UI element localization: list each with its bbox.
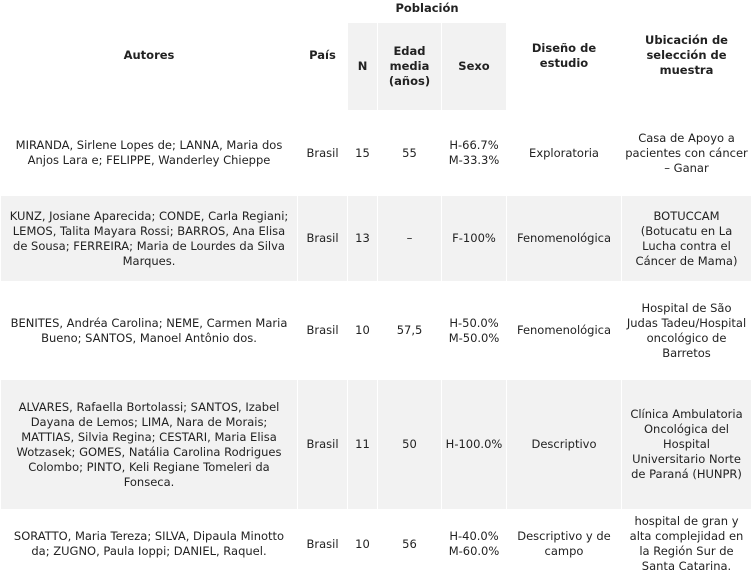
cell-sexo: H-100.0% (442, 380, 507, 510)
table-row (1, 282, 751, 380)
cell-edad: 57,5 (378, 282, 442, 380)
header-poblacion: Población (348, 1, 507, 23)
cell-autores: SORATTO, Maria Tereza; SILVA, Dipaula Minotto da; ZUGNO, Paula Ioppi; DANIEL, Raquel. (1, 510, 298, 579)
cell-n: 11 (348, 380, 378, 510)
header-edad: Edad media (años) (378, 23, 442, 111)
cell-edad: 50 (378, 380, 442, 510)
cell-diseno: Descriptivo y de campo (507, 510, 622, 579)
cell-edad: 55 (378, 111, 442, 196)
table-row (1, 380, 751, 510)
cell-autores: ALVARES, Rafaella Bortolassi; SANTOS, Izabel Dayana de Lemos; LIMA, Nara de Morais; MATTIAS, Silvia Regina; CESTARI, Maria Elisa Wotzasek; GOMES, Natália Carolina Rodrigues Colombo; PINTO, Keli Regiane Tomeleri da Fonseca. (1, 380, 298, 510)
cell-autores: KUNZ, Josiane Aparecida; CONDE, Carla Regiani; LEMOS, Talita Mayara Rossi; BARROS, Ana Elisa de Sousa; FERREIRA; Maria de Lourdes da Silva Marques. (1, 196, 298, 282)
table-row (1, 510, 751, 579)
cell-autores: MIRANDA, Sirlene Lopes de; LANNA, Maria dos Anjos Lara e; FELIPPE, Wanderley Chieppe (1, 111, 298, 196)
cell-ubicacion: Casa de Apoyo a pacientes con cáncer – Ganar (622, 111, 751, 196)
cell-ubicacion: Clínica Ambulatoria Oncológica del Hospital Universitario Norte de Paraná (HUNPR) (622, 380, 751, 510)
header-autores: Autores (1, 1, 298, 111)
cell-diseno: Fenomenológica (507, 282, 622, 380)
cell-edad: – (378, 196, 442, 282)
cell-ubicacion: BOTUCCAM (Botucatu en La Lucha contra el Cáncer de Mama) (622, 196, 751, 282)
cell-edad: 56 (378, 510, 442, 579)
table-row (1, 196, 751, 282)
cell-ubicacion: hospital de gran y alta complejidad en la Región Sur de Santa Catarina. (622, 510, 751, 579)
cell-n: 13 (348, 196, 378, 282)
header-diseno: Diseño de estudio (507, 1, 622, 111)
cell-pais: Brasil (298, 510, 348, 579)
header-sexo: Sexo (442, 23, 507, 111)
cell-pais: Brasil (298, 282, 348, 380)
table-row (1, 111, 751, 196)
cell-n: 15 (348, 111, 378, 196)
cell-sexo: H-40.0% M-60.0% (442, 510, 507, 579)
cell-sexo: F-100% (442, 196, 507, 282)
cell-diseno: Fenomenológica (507, 196, 622, 282)
cell-sexo: H-66.7% M-33.3% (442, 111, 507, 196)
header-n: N (348, 23, 378, 111)
cell-n: 10 (348, 510, 378, 579)
cell-sexo: H-50.0% M-50.0% (442, 282, 507, 380)
header-pais: País (298, 1, 348, 111)
cell-pais: Brasil (298, 196, 348, 282)
cell-ubicacion: Hospital de São Judas Tadeu/Hospital oncológico de Barretos (622, 282, 751, 380)
cell-diseno: Exploratoria (507, 111, 622, 196)
cell-pais: Brasil (298, 111, 348, 196)
cell-pais: Brasil (298, 380, 348, 510)
cell-autores: BENITES, Andréa Carolina; NEME, Carmen Maria Bueno; SANTOS, Manoel Antônio dos. (1, 282, 298, 380)
cell-n: 10 (348, 282, 378, 380)
cell-diseno: Descriptivo (507, 380, 622, 510)
header-ubicacion: Ubicación de selección de muestra (622, 1, 751, 111)
